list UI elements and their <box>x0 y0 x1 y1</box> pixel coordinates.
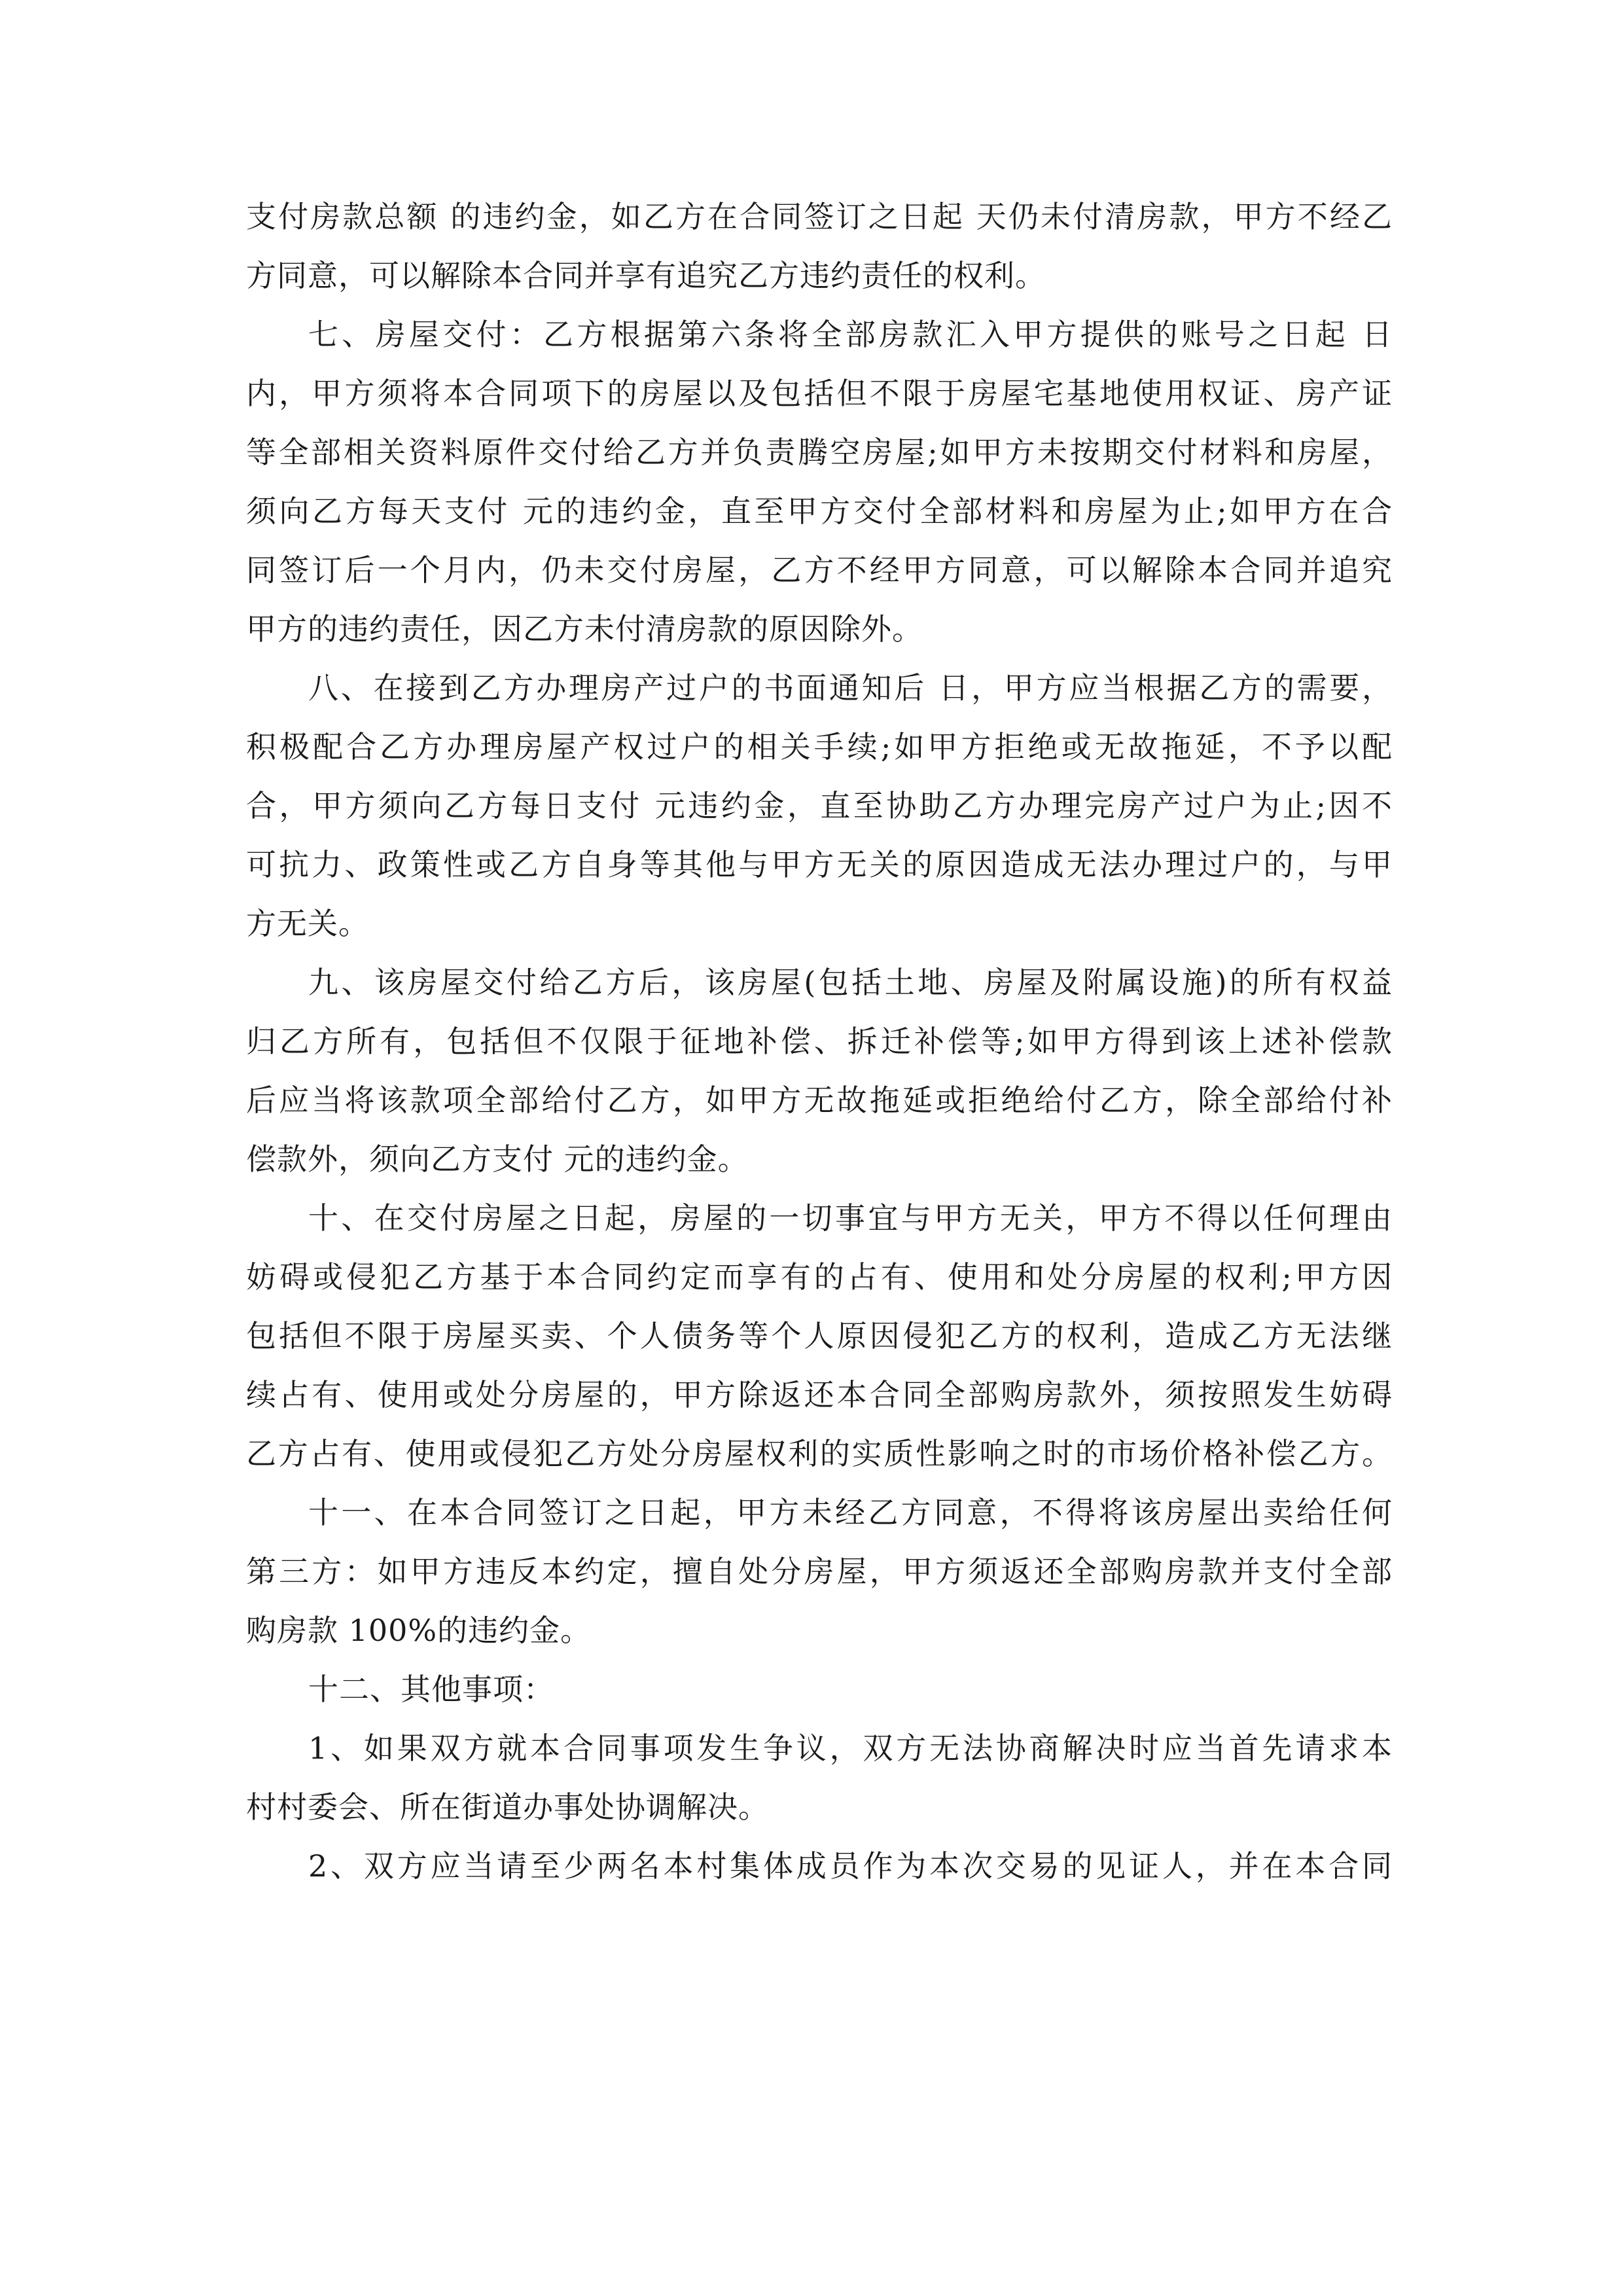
text-line: 等全部相关资料原件交付给乙方并负责腾空房屋;如甲方未按期交付材料和房屋， <box>246 435 1393 470</box>
item-1-heading-line: 1、如果双方就本合同事项发生争议，双方无法协商解决时应当首先请求本 <box>308 1731 1393 1766</box>
text-line: 积极配合乙方办理房屋产权过户的相关手续;如甲方拒绝或无故拖延，不予以配 <box>246 729 1393 764</box>
text-line: 甲方的违约责任，因乙方未付清房款的原因除外。 <box>246 611 923 647</box>
clause-12-heading: 十二、其他事项： <box>308 1672 554 1707</box>
clause-8-heading-line: 八、在接到乙方办理房产过户的书面通知后 日，甲方应当根据乙方的需要， <box>308 670 1393 706</box>
clause-10-heading-line: 十、在交付房屋之日起，房屋的一切事宜与甲方无关，甲方不得以任何理由 <box>308 1200 1393 1236</box>
text-line: 包括但不限于房屋买卖、个人债务等个人原因侵犯乙方的权利，造成乙方无法继 <box>246 1318 1393 1354</box>
clause-7-heading-line: 七、房屋交付：乙方根据第六条将全部房款汇入甲方提供的账号之日起 日 <box>308 317 1393 352</box>
text-line: 须向乙方每天支付 元的违约金，直至甲方交付全部材料和房屋为止;如甲方在合 <box>246 493 1393 529</box>
contract-body-text <box>246 187 1393 1895</box>
text-line: 续占有、使用或处分房屋的，甲方除返还本合同全部购房款外，须按照发生妨碍 <box>246 1377 1393 1412</box>
item-2-heading-line: 2、双方应当请至少两名本村集体成员作为本次交易的见证人，并在本合同 <box>308 1848 1393 1884</box>
text-line: 方同意，可以解除本合同并享有追究乙方违约责任的权利。 <box>246 258 1046 293</box>
text-line: 归乙方所有，包括但不仅限于征地补偿、拆迁补偿等;如甲方得到该上述补偿款 <box>246 1024 1393 1059</box>
clause-11-heading-line: 十一、在本合同签订之日起，甲方未经乙方同意，不得将该房屋出卖给任何 <box>308 1495 1393 1530</box>
text-line: 第三方：如甲方违反本约定，擅自处分房屋，甲方须返还全部购房款并支付全部 <box>246 1554 1393 1589</box>
text-line: 购房款 100%的违约金。 <box>246 1613 592 1648</box>
text-line: 方无关。 <box>246 906 369 941</box>
text-line: 乙方占有、使用或侵犯乙方处分房屋权利的实质性影响之时的市场价格补偿乙方。 <box>246 1436 1393 1471</box>
text-line: 后应当将该款项全部给付乙方，如甲方无故拖延或拒绝给付乙方，除全部给付补 <box>246 1083 1393 1118</box>
text-line: 妨碍或侵犯乙方基于本合同约定而享有的占有、使用和处分房屋的权利;甲方因 <box>246 1259 1393 1295</box>
text-line: 村村委会、所在街道办事处协调解决。 <box>246 1789 769 1825</box>
text-line: 可抗力、政策性或乙方自身等其他与甲方无关的原因造成无法办理过户的，与甲 <box>246 847 1393 882</box>
text-line: 支付房款总额 的违约金，如乙方在合同签订之日起 天仍未付清房款，甲方不经乙 <box>246 199 1393 234</box>
text-line: 内，甲方须将本合同项下的房屋以及包括但不限于房屋宅基地使用权证、房产证 <box>246 376 1393 411</box>
text-line: 合，甲方须向乙方每日支付 元违约金，直至协助乙方办理完房产过户为止;因不 <box>246 788 1393 823</box>
text-line: 同签订后一个月内，仍未交付房屋，乙方不经甲方同意，可以解除本合同并追究 <box>246 552 1393 588</box>
text-line: 偿款外，须向乙方支付 元的违约金。 <box>246 1141 749 1177</box>
clause-9-heading-line: 九、该房屋交付给乙方后，该房屋(包括土地、房屋及附属设施)的所有权益 <box>308 965 1393 1000</box>
